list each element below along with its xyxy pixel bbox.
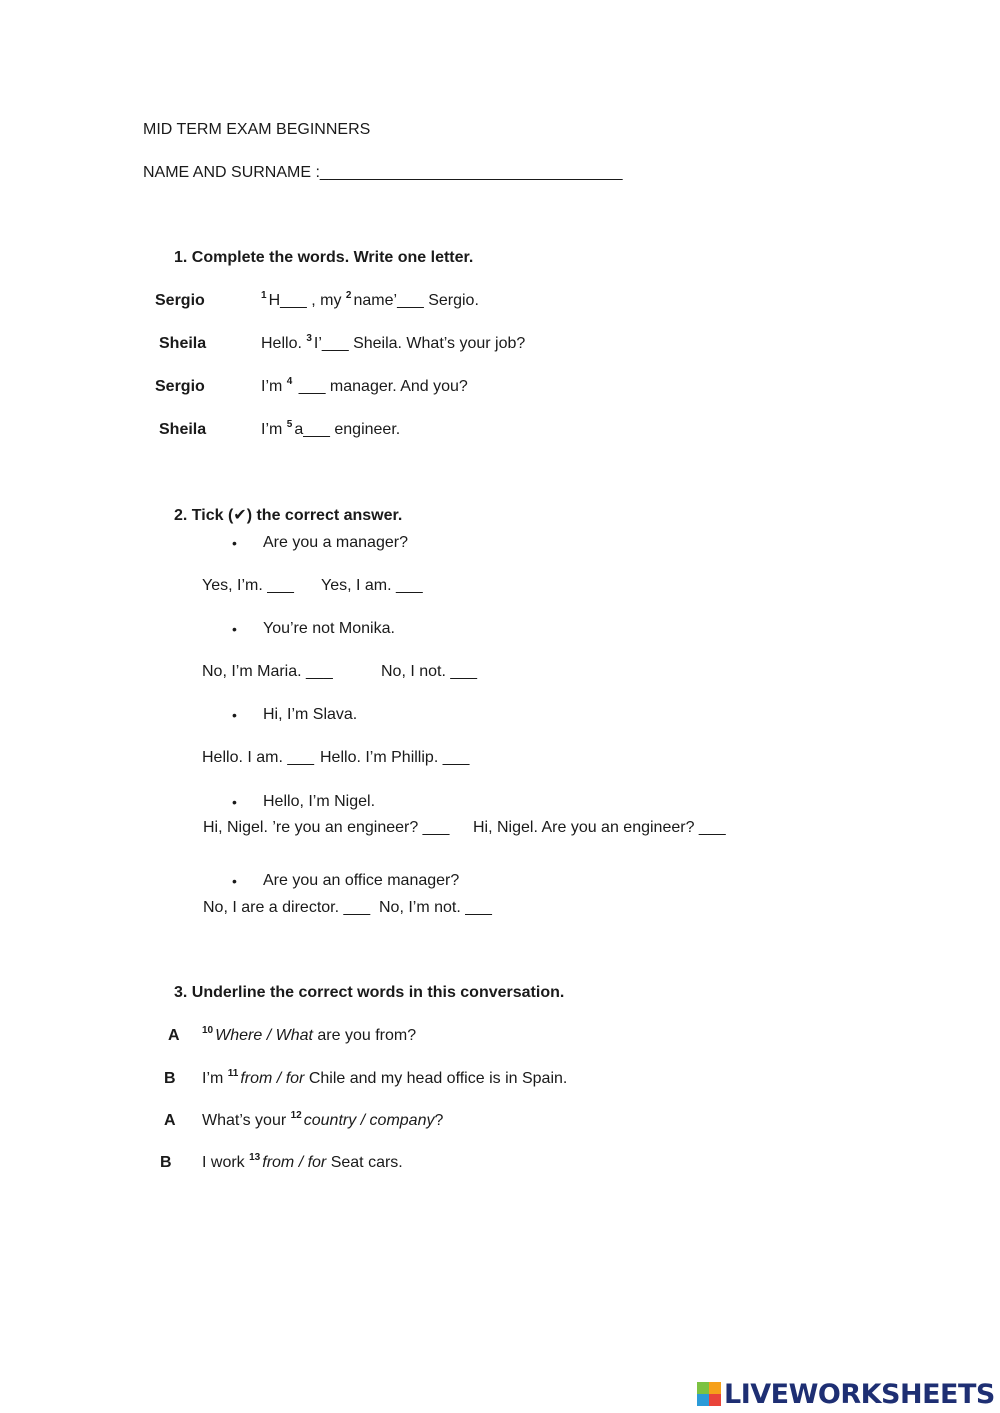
fill-sentence-3 — [261, 377, 468, 397]
fill-text: I’m — [261, 421, 287, 438]
word-choice[interactable]: from / for — [240, 1070, 305, 1087]
speaker-label: B — [164, 1070, 176, 1087]
item-number: 1 — [261, 289, 267, 301]
conversation-line — [202, 1153, 403, 1173]
bullet-icon: • — [232, 873, 237, 889]
fill-text[interactable]: ___ manager. And you? — [294, 378, 468, 395]
speaker-label: Sheila — [159, 335, 207, 352]
question-text: Are you an office manager? — [263, 872, 460, 889]
conversation-line — [202, 1026, 416, 1046]
section-2-heading: 2. Tick (✔) the correct answer. — [174, 507, 403, 524]
speaker-label: Sergio — [155, 378, 205, 395]
speaker-label: Sheila — [159, 421, 207, 438]
conversation-line — [202, 1111, 443, 1131]
question-text: Hello, I’m Nigel. — [263, 793, 376, 810]
fill-text: Hello. — [261, 335, 307, 352]
answer-option[interactable]: No, I’m not. ___ — [379, 899, 492, 916]
line-text: are you from? — [312, 1027, 417, 1044]
answer-option[interactable]: No, I are a director. ___ — [203, 899, 371, 916]
section-1-heading: 1. Complete the words. Write one letter. — [174, 249, 474, 266]
answer-option[interactable]: Hello. I’m Phillip. ___ — [320, 749, 470, 766]
question-text: Are you a manager? — [263, 534, 408, 551]
liveworksheets-logo-text: LIVEWORKSHEETS — [724, 1378, 995, 1410]
item-number: 3 — [306, 332, 312, 344]
liveworksheets-logo-icon — [697, 1382, 721, 1406]
item-number: 10 — [202, 1024, 214, 1036]
bullet-icon: • — [232, 794, 237, 810]
answer-option[interactable]: Hi, Nigel. Are you an engineer? ___ — [473, 819, 726, 836]
answer-option[interactable]: Yes, I am. ___ — [321, 577, 423, 594]
answer-option[interactable]: No, I not. ___ — [381, 663, 478, 680]
question-text: Hi, I’m Slava. — [263, 706, 358, 723]
word-choice[interactable]: from / for — [262, 1154, 327, 1171]
fill-sentence-4 — [261, 420, 400, 440]
fill-text[interactable]: name’___ Sergio. — [353, 292, 479, 309]
answer-option[interactable]: Yes, I’m. ___ — [202, 577, 294, 594]
speaker-label: Sergio — [155, 292, 205, 309]
item-number: 4 — [286, 375, 293, 387]
fill-text[interactable]: I’___ Sheila. What’s your job? — [313, 335, 526, 352]
liveworksheets-logo — [697, 1378, 995, 1410]
line-text: What’s your — [202, 1112, 291, 1129]
exam-title: MID TERM EXAM BEGINNERS — [143, 121, 371, 138]
answer-option[interactable]: No, I’m Maria. ___ — [202, 663, 333, 680]
bullet-icon: • — [232, 621, 237, 637]
item-number: 5 — [286, 418, 293, 430]
conversation-line — [202, 1069, 567, 1089]
answer-option[interactable]: Hi, Nigel. ’re you an engineer? ___ — [203, 819, 450, 836]
bullet-icon: • — [232, 707, 237, 723]
speaker-label: A — [168, 1027, 180, 1044]
fill-sentence-2 — [261, 334, 525, 354]
bullet-icon: • — [232, 535, 237, 551]
fill-text: I’m — [261, 378, 287, 395]
word-choice[interactable]: Where / What — [215, 1027, 313, 1044]
speaker-label: B — [160, 1154, 172, 1171]
word-choice[interactable]: country / company — [303, 1112, 435, 1129]
item-number: 2 — [345, 289, 352, 301]
line-text: ? — [434, 1112, 444, 1129]
line-text: I work — [202, 1154, 250, 1171]
item-number: 12 — [290, 1109, 302, 1121]
line-text: Seat cars. — [326, 1154, 403, 1171]
question-text: You’re not Monika. — [263, 620, 395, 637]
speaker-label: A — [164, 1112, 176, 1129]
fill-text[interactable]: a___ engineer. — [294, 421, 401, 438]
fill-sentence-1 — [261, 291, 479, 311]
answer-option[interactable]: Hello. I am. ___ — [202, 749, 315, 766]
name-surname-field[interactable]: NAME AND SURNAME :__________________________________ — [143, 164, 623, 181]
line-text: Chile and my head office is in Spain. — [304, 1070, 568, 1087]
section-3-heading: 3. Underline the correct words in this conversation. — [174, 984, 565, 1001]
fill-text[interactable]: H___ , my — [268, 292, 346, 309]
item-number: 13 — [249, 1151, 261, 1163]
item-number: 11 — [227, 1067, 239, 1079]
line-text: I’m — [202, 1070, 228, 1087]
